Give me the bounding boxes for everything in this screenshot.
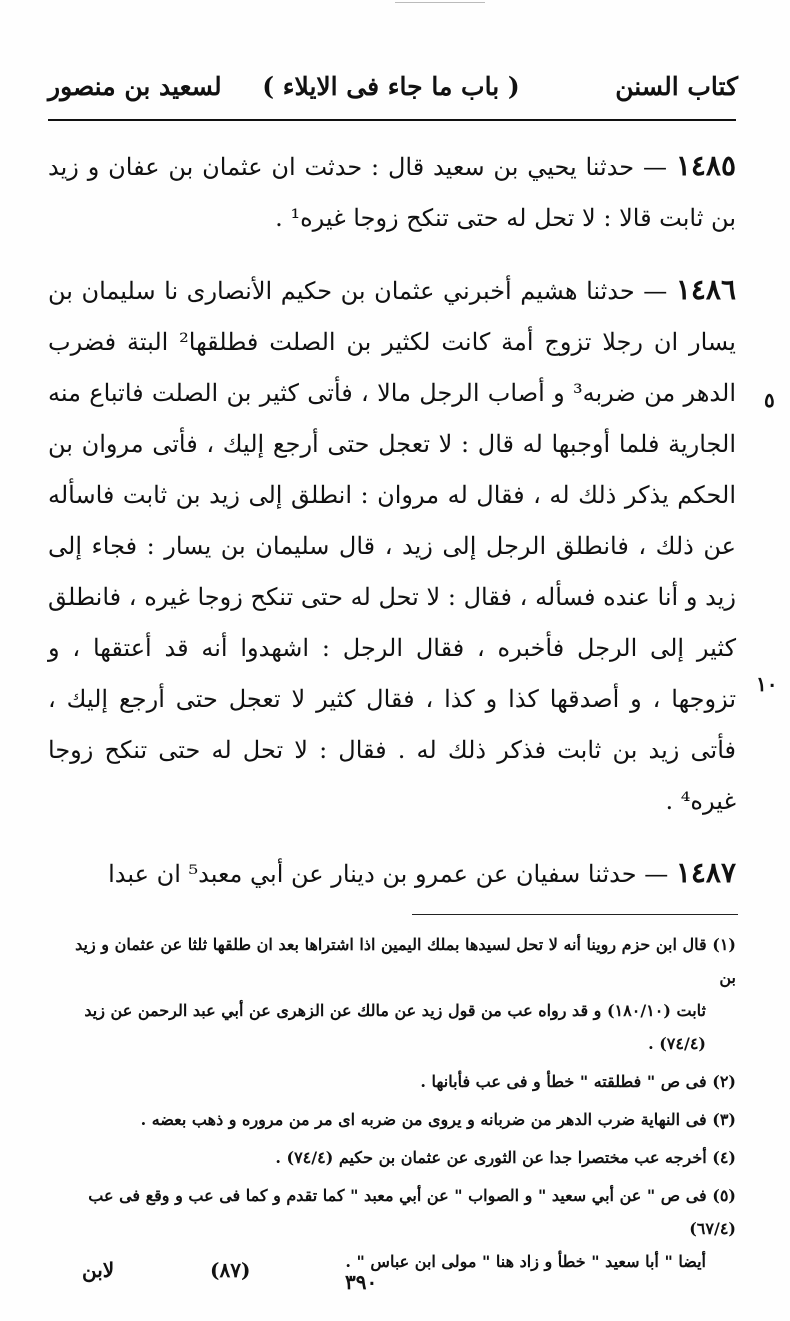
footnote-text: قال ابن حزم روينا أنه لا تحل لسيدها بملك اليمين اذا اشتراها بعد ان طلقها ثلثا عن عثمان و زيد بن: [75, 935, 736, 987]
hadith-number: ١٤٨٥: [675, 149, 736, 182]
chapter-title: ( باب ما جاء فى الايلاء ): [262, 71, 520, 101]
footnote-rule: [412, 914, 738, 915]
footnote-text: أخرجه عب مختصرا جدا عن الثورى عن عثمان بن حكيم (٧٤/٤) .: [275, 1148, 707, 1167]
hadith-number: ١٤٨٧: [675, 856, 736, 889]
page-footer: [60, 1258, 736, 1298]
footnote-label: (١): [712, 935, 736, 954]
footnote-label: (٢): [712, 1072, 736, 1091]
running-header: [48, 60, 738, 112]
footnote-label: (٤): [712, 1148, 736, 1167]
hadith-paragraph: [48, 140, 736, 244]
footnote-text: فى ص " عن أبي سعيد " و الصواب " عن أبي معبد " كما تقدم و كما فى عب و وقع فى عب (٦٧/٤): [88, 1186, 736, 1238]
footnotes: [60, 928, 736, 1283]
line-number-marker: ٥: [764, 388, 775, 412]
footnote: [60, 928, 736, 1060]
footnote-text: فى النهاية ضرب الدهر من ضربانه و يروى من ضربه اى مر من مروره و ذهب بعضه .: [140, 1110, 707, 1129]
line-number-marker: ١٠: [756, 672, 778, 696]
hadith-text: — حدثنا هشيم أخبرني عثمان بن حكيم الأنصارى نا سليمان بن يسار ان رجلا تزوج أمة كانت لكثير بن الصلت فطلقها² البتة فضرب الدهر من ضربه³ و أصاب الرجل مالا ، فأتى كثير بن الصلت فاتباع منه الجارية فلما أوجبها له قال : لا تعجل حتى أرجع إليك ، فأتى مروان بن الحكم يذكر ذلك له ، فقال له مروان : انطلق إلى زيد بن ثابت فاسأله عن ذلك ، فانطلق الرجل إلى زيد ، قال سليمان بن يسار : فجاء إلى زيد و أنا عنده فسأله ، فقال : لا تحل له حتى تنكح زوجا غيره ، فانطلق كثير إلى الرجل فأخبره ، فقال الرجل : اشهدوا أنه قد أعتقها ، و تزوجها ، و أصدقها كذا و كذا ، فقال كثير لا تعجل حتى أرجع إليك ، فأتى زيد بن ثابت فذكر ذلك له . فقال : لا تحل له حتى تنكح زوجا غيره⁴ .: [48, 277, 736, 815]
page-number: ٣٩٠: [345, 1270, 378, 1294]
footnote-label: (٥): [712, 1186, 736, 1205]
hadith-number: ١٤٨٦: [675, 273, 736, 306]
footnote: [60, 1065, 736, 1098]
footnote: [60, 1141, 736, 1174]
gathering-mark: (٨٧): [210, 1258, 251, 1282]
footnote-text: فى ص " فطلقته " خطأ و فى عب فأبانها .: [420, 1072, 707, 1091]
hadith-text: — حدثنا سفيان عن عمرو بن دينار عن أبي معبد⁵ ان عبدا: [108, 860, 669, 888]
footnote-continuation: أيضا " أبا سعيد " خطأ و زاد هنا " مولى ابن عباس " .: [345, 1252, 706, 1271]
header-rule: [48, 119, 736, 121]
footnote-label: (٣): [712, 1110, 736, 1129]
top-mark: [395, 2, 485, 3]
main-text: [48, 140, 736, 900]
hadith-text: — حدثنا يحيي بن سعيد قال : حدثت ان عثمان بن عفان و زيد بن ثابت قالا : لا تحل له حتى تنكح زوجا غيره¹ .: [48, 153, 736, 232]
book-title: كتاب السنن: [615, 71, 738, 101]
signature-mark: لابن: [82, 1258, 115, 1282]
hadith-paragraph: [48, 264, 736, 827]
author-name: لسعيد بن منصور: [48, 71, 222, 101]
footnote-continuation: ثابت (١٨٠/١٠) و قد رواه عب من قول زيد عن مالك عن الزهرى عن أبي عبد الرحمن عن زيد (٧٤/٤) .: [84, 1001, 706, 1053]
footnote: [60, 1103, 736, 1136]
hadith-paragraph: [48, 847, 736, 900]
